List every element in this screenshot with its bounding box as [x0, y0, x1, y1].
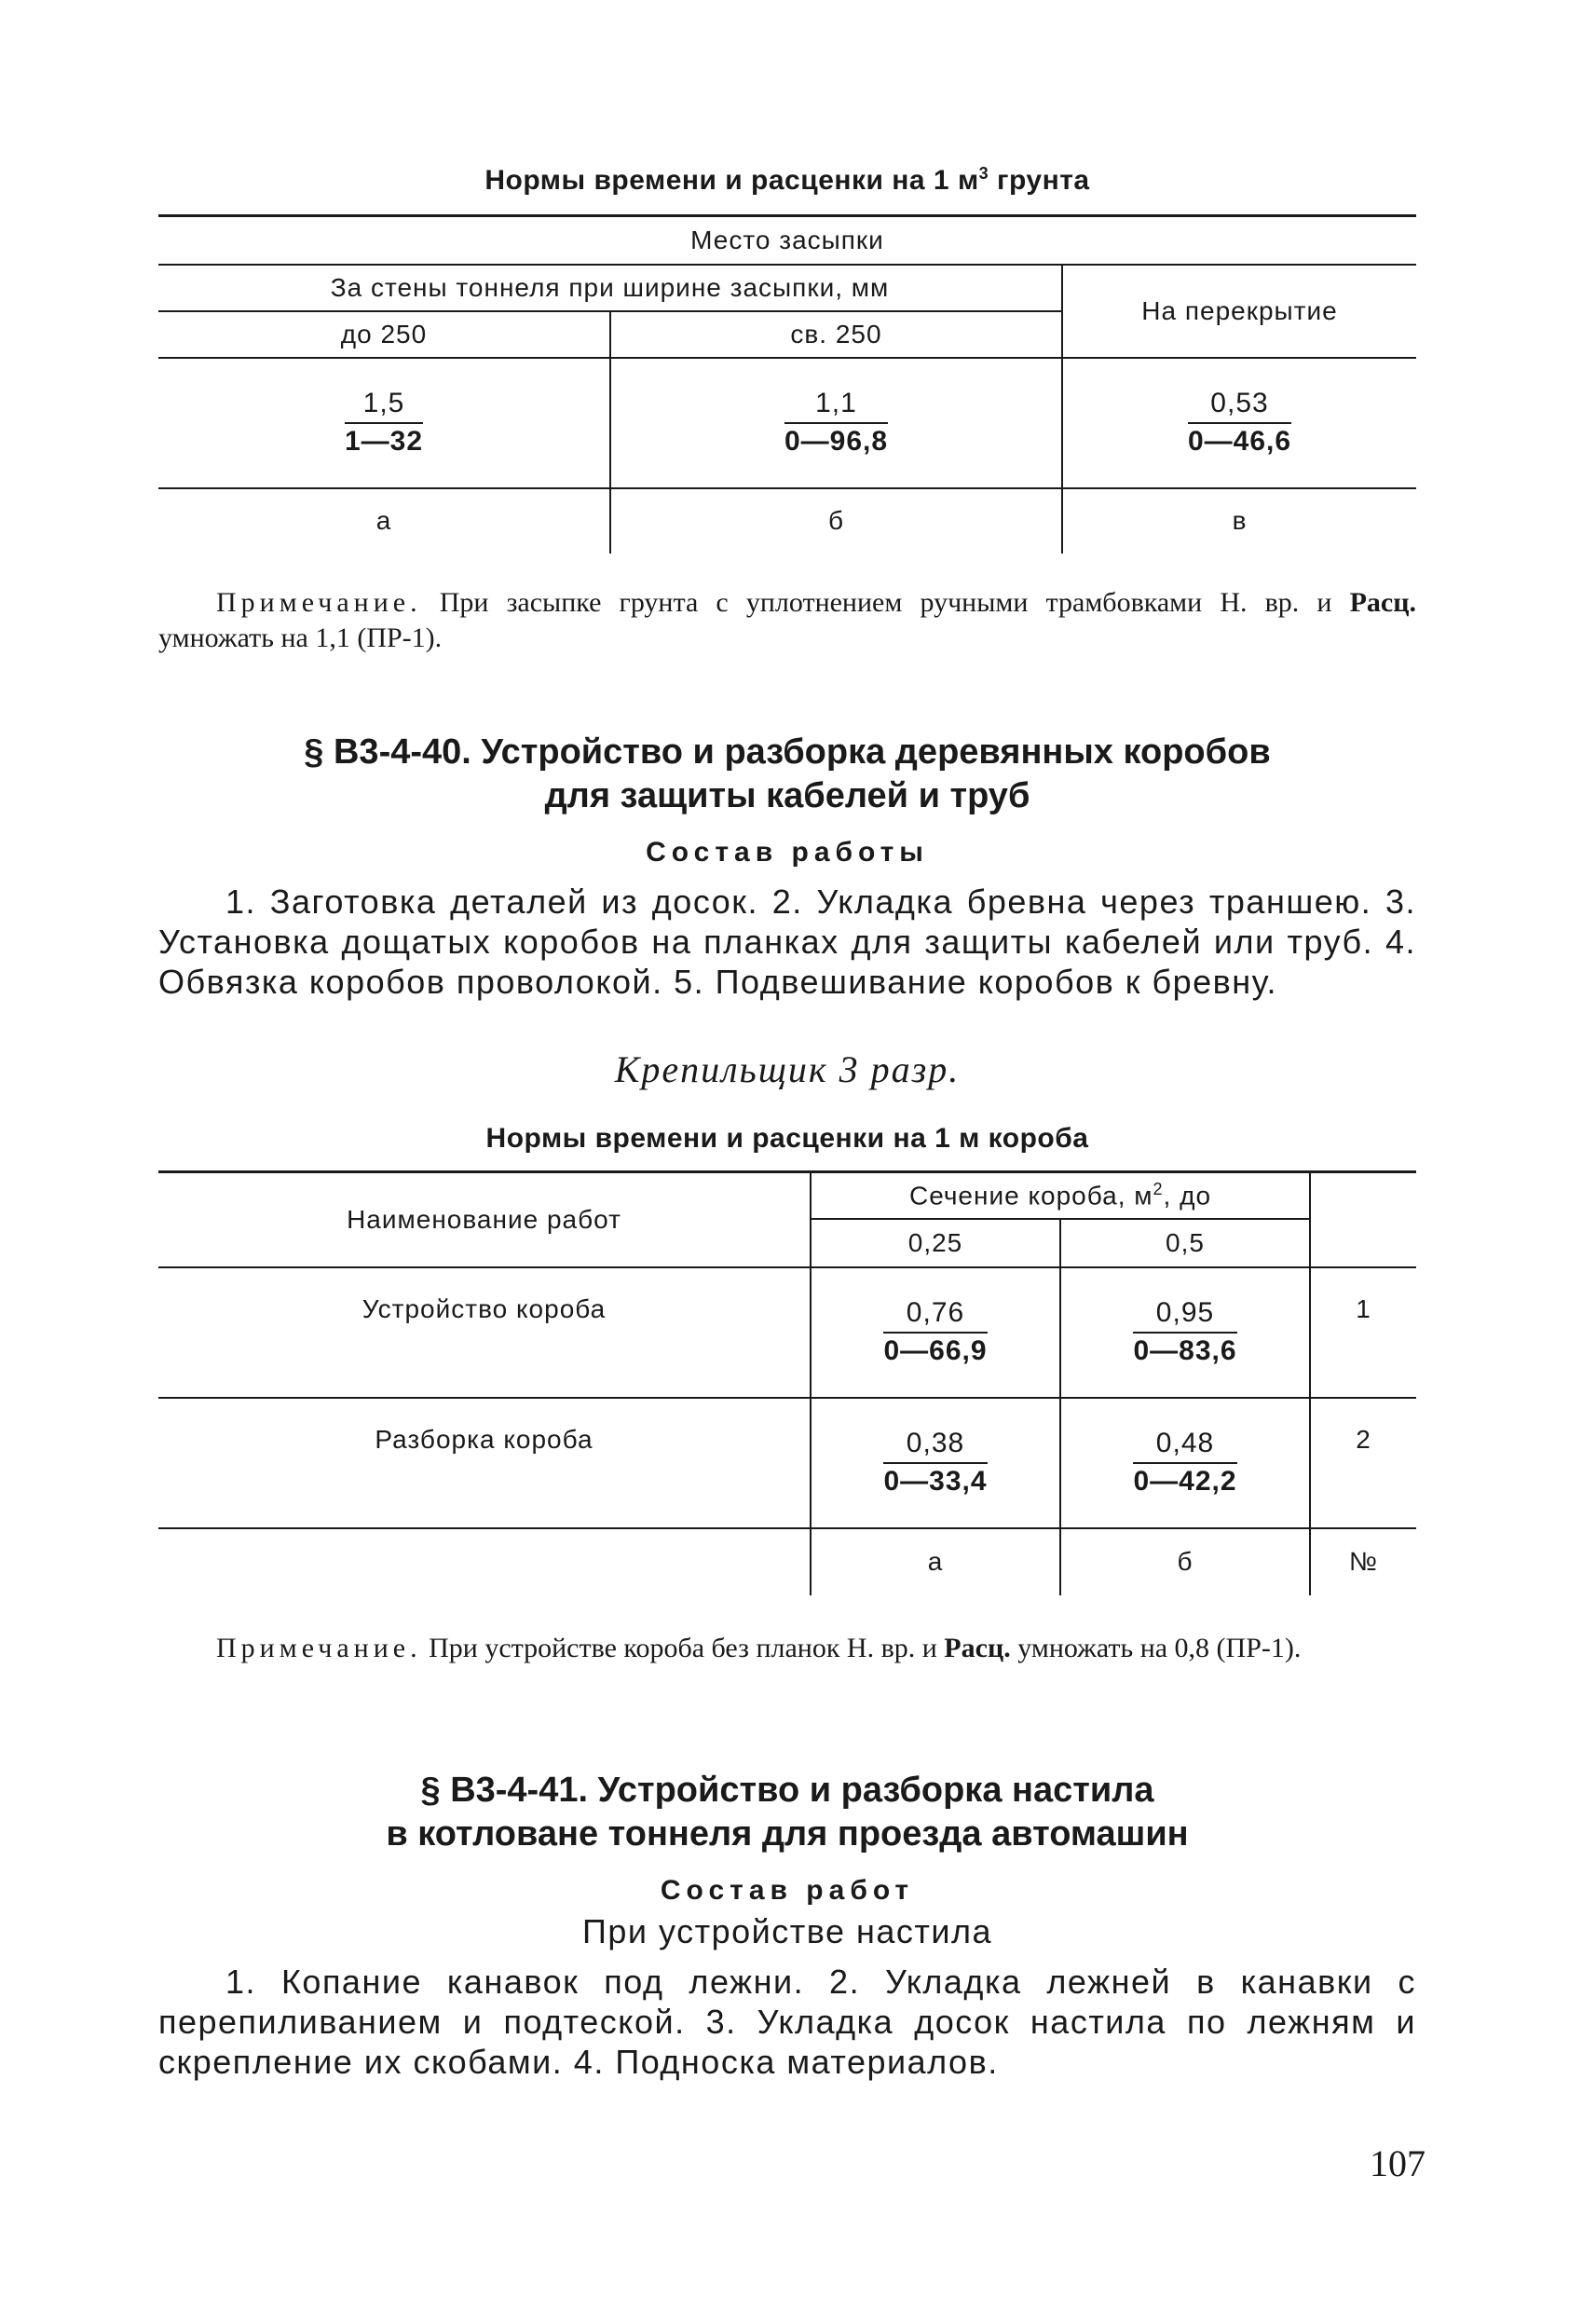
letter-blank — [158, 1528, 811, 1595]
section41-body: 1. Копание канавок под лежни. 2. Укладка лежней в канавки с перепиливанием и подтеской. 3. Укладка досок настила по лежням и скрепление их скобами. 4. Подноска материалов. — [158, 1963, 1416, 2081]
section40-title: § В3-4-40. Устройство и разборка деревянных коробов для защиты кабелей и труб — [304, 732, 1271, 815]
row-value-a: $\frac{0,76}{0—66,9}$ — [811, 1267, 1060, 1398]
value-cell-a: $\frac{1,5}{1—32}$ — [344, 388, 424, 457]
section40-body: 1. Заготовка деталей из досок. 2. Укладка бревна через траншею. 3. Установка дощатых коробов на планках для защиты кабелей или труб. 4. Обвязка коробов проволокой. 5. Подвешивание коробов к бревну. — [158, 882, 1416, 1001]
header-walls: За стены тоннеля при ширине засыпки, мм — [330, 272, 890, 302]
page-number: 107 — [1370, 2142, 1425, 2184]
letter-b: б — [610, 488, 1062, 554]
section41-subsubhead: При устройстве настила — [581, 1912, 992, 1950]
section41-title: § В3-4-41. Устройство и разборка настила в котловане тоннеля для проезда автомашин — [386, 1771, 1189, 1854]
letter-no: № — [1310, 1528, 1416, 1595]
col-b-head: св. 250 — [610, 311, 1062, 358]
row-value-b: $\frac{0,95}{0—83,6}$ — [1060, 1267, 1310, 1398]
letter-a: а — [811, 1528, 1060, 1595]
note1: Примечание. При засыпке грунта с уплотнением ручными трамбовками Н. вр. и Расц. умножать на 1,1 (ПР-1). — [158, 587, 1416, 653]
letter-c: в — [1062, 488, 1416, 554]
header-overlap: На перекрытие — [1062, 265, 1416, 358]
letter-b: б — [1060, 1528, 1310, 1595]
note2: Примечание. При устройстве короба без планок Н. вр. и Расц. умножать на 0,8 (ПР-1). — [216, 1633, 1302, 1663]
col-a-head: до 250 — [340, 319, 428, 349]
col-b-head: 0,5 — [1060, 1219, 1310, 1267]
header-name: Наименование работ — [158, 1172, 811, 1267]
table2-caption: Нормы времени и расценки на 1 м короба — [485, 1123, 1089, 1154]
table2 — [158, 1170, 1416, 1595]
value-cell-c: $\frac{0,53}{0—46,6}$ — [1062, 358, 1416, 488]
table1-caption: Нормы времени и расценки на 1 $м^3$ грунта — [484, 164, 1090, 196]
col-a-head: 0,25 — [811, 1219, 1060, 1267]
table-row — [158, 1267, 1416, 1398]
row-number: 2 — [1310, 1398, 1416, 1528]
section40-subhead: Состав работы — [646, 837, 929, 868]
section40-worker: Крепильщик 3 разр. — [614, 1048, 961, 1090]
row-name: Разборка короба — [375, 1424, 593, 1454]
letter-a: а — [375, 506, 392, 535]
row-value-a: $\frac{0,38}{0—33,4}$ — [811, 1398, 1060, 1528]
header-section: Сечение короба, $м^2$, до — [811, 1172, 1310, 1219]
header-place: Место засыпки — [690, 225, 884, 254]
value-cell-b: $\frac{1,1}{0—96,8}$ — [610, 358, 1062, 488]
row-value-b: $\frac{0,48}{0—42,2}$ — [1060, 1398, 1310, 1528]
section41-subhead: Состав работ — [660, 1875, 915, 1906]
row-name: Устройство короба — [361, 1293, 607, 1323]
table-row — [158, 1398, 1416, 1528]
header-blank — [1310, 1172, 1416, 1267]
table1 — [158, 214, 1416, 554]
row-number: 1 — [1310, 1267, 1416, 1398]
